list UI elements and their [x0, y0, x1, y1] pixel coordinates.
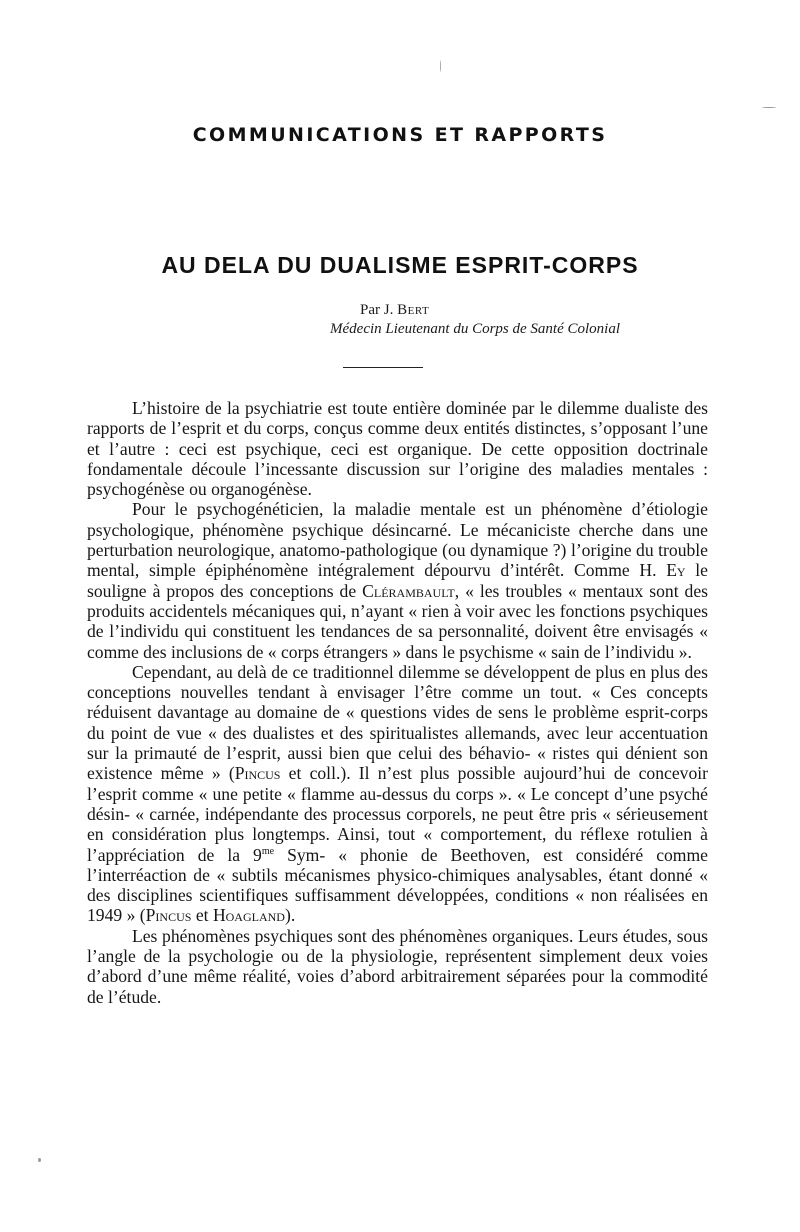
cited-author: Clérambault: [362, 580, 455, 601]
text-run: et: [191, 905, 213, 926]
scan-mark: [38, 1158, 41, 1162]
paragraph-1: L’histoire de la psychiatrie est toute entière dominée par le dilemme dualiste des rapports de l’esprit et du corps, conçus comme deux entités distinctes, s’opposant l’une et l’autre : ceci est psychique, ceci est organique. De cette opposition doctrinale fondamentale découle l’incessante discussion sur l’origine des maladies mentales : psychogénèse ou organogénèse.: [87, 398, 708, 500]
text-run: Sym- « phonie de Beethoven, est considéré comme l’interréaction de « subtils mécanismes physico-chimiques analysables, étant donné « des disciplines scientifiques suffisamment développées, conditions « non réalisées en 1949 » (: [87, 844, 708, 926]
section-heading: COMMUNICATIONS ET RAPPORTS: [192, 124, 608, 146]
cited-author: Pincus: [145, 905, 192, 926]
paragraph-3: [87, 662, 708, 926]
cited-author: Pincus: [234, 763, 281, 784]
cited-author: Ey: [666, 560, 686, 581]
text-run: et coll.). Il n’est plus possible aujourd’hui de concevoir l’esprit comme « une petite « flamme au-dessus du corps ». « Le concept d’une psyché désin- « carnée, indépendante des processus corporels, ne peut être pris « sérieusement en considération plus longtemps. Ainsi, tout « comportement, du réflexe rotulien à l’appréciation de la 9: [87, 763, 708, 865]
article-title: AU DELA DU DUALISME ESPRIT-CORPS: [161, 252, 639, 278]
cited-author: Hoagland: [212, 905, 285, 926]
text-run: ).: [284, 905, 296, 926]
author-line: [340, 302, 740, 319]
paragraph-2: [87, 499, 708, 661]
paragraph-4: Les phénomènes psychiques sont des phénomènes organiques. Leurs études, sous l’angle de la psychologie ou de la physiologie, représentent simplement deux voies d’abord d’une même réalité, voies d’abord arbitrairement séparées pour la commodité de l’étude.: [87, 925, 708, 1007]
text-run: Pour le psychogénéticien, la maladie mentale est un phénomène d’étiologie psychologique, phénomène psychique désincarné. Le mécaniciste cherche dans une perturbation neurologique, anatomo-pathologique (ou dynamique ?) l’origine du trouble mental, simple épiphénomène intégralement dépourvu d’intérêt. Comme H.: [87, 499, 708, 581]
author-affiliation: Médecin Lieutenant du Corps de Santé Colonial: [330, 321, 620, 337]
superscript: me: [261, 845, 275, 857]
title-divider: [343, 367, 423, 368]
text-run: le souligne à propos des conceptions de: [87, 560, 708, 601]
byline: [330, 302, 740, 338]
article-body: [87, 398, 708, 1007]
byline-prefix: Par J.: [360, 302, 398, 318]
text-run: Cependant, au delà de ce traditionnel dilemme se développent de plus en plus des conceptions nouvelles tendant à envisager l’être comme un tout. « Ces concepts réduisent davantage au domaine de « questions vides de sens le problème esprit-corps du point de vue « des dualistes et des spiritualistes allemands, avec leur accentuation sur la primauté de l’esprit, aussi bien que celui des béhavio- « ristes qui dénient son existence même » (: [87, 661, 708, 784]
scan-mark: [762, 107, 776, 108]
text-run: , « les troubles « mentaux sont des produits accidentels mécaniques qui, n’ayant « rien à voir avec les fonctions psychiques de l’individu qui constituent les tendances de sa personnalité, doivent être envisagés « comme des inclusions de « corps étrangers » dans le psychisme « sain de l’individu ».: [87, 580, 708, 662]
scan-mark: [440, 60, 441, 72]
author-name: Bert: [397, 302, 430, 318]
